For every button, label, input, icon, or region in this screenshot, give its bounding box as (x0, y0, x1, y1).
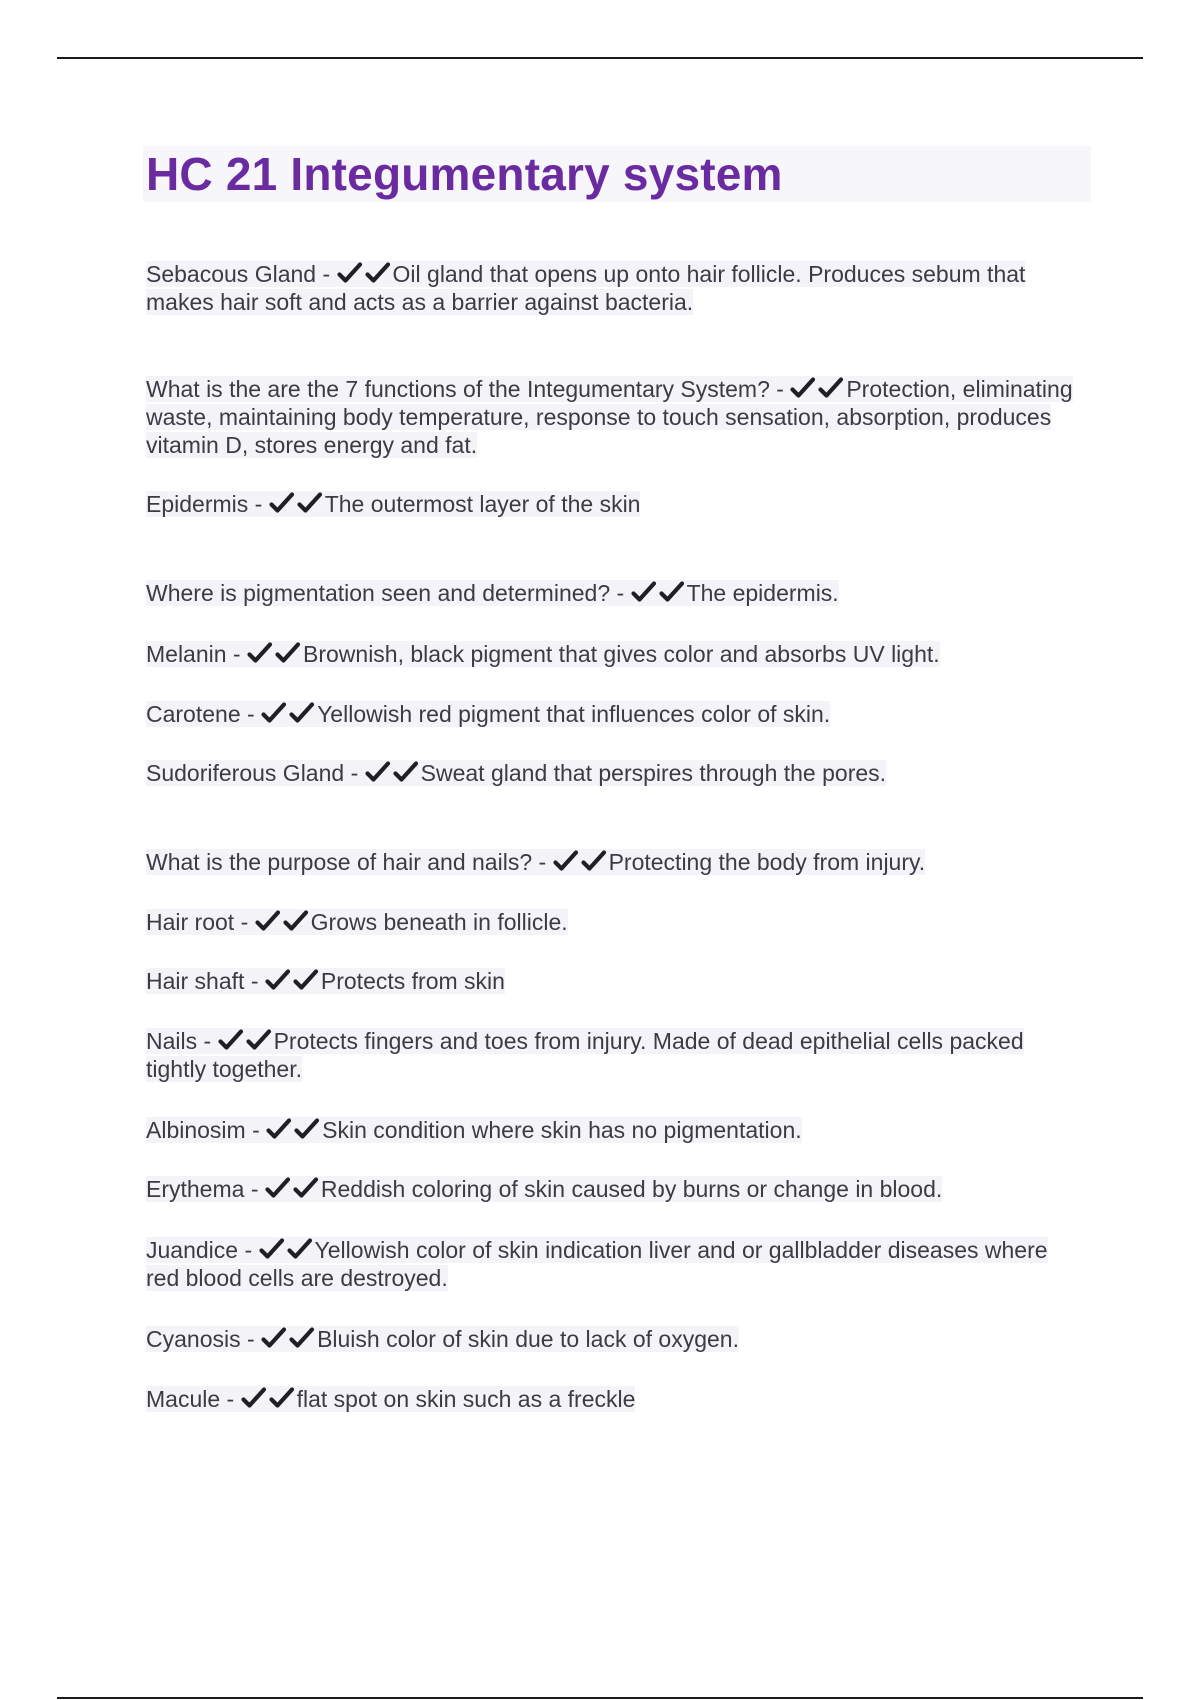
page-title: HC 21 Integumentary system (146, 148, 783, 200)
entry-term: Hair root (146, 909, 235, 935)
check-mark-icon (269, 1386, 297, 1410)
check-mark-icon (553, 849, 581, 873)
entry-definition: Protecting the body from injury. (608, 849, 926, 875)
entry-term: Macule (146, 1386, 221, 1412)
entry-definition: Sweat gland that perspires through the pores. (420, 760, 887, 786)
entry-definition: Grows beneath in follicle. (310, 909, 568, 935)
entry-term: Epidermis (146, 491, 249, 517)
entry-term: Albinosim (146, 1117, 246, 1143)
check-mark-icon (365, 261, 393, 285)
check-mark-icon (266, 1117, 294, 1141)
check-mark-icon (365, 760, 393, 784)
check-mark-icon (265, 1176, 293, 1200)
list-item: Macule - flat spot on skin such as a freckle (146, 1386, 636, 1412)
entry-term: Sudoriferous Gland (146, 760, 345, 786)
entry-definition: Yellowish color of skin indication liver and or gallbladder diseases where red blood cells are destroyed. (146, 1237, 1048, 1291)
check-mark-icon (218, 1028, 246, 1052)
check-mark-icon (246, 1028, 274, 1052)
list-item: Melanin - Brownish, black pigment that gives color and absorbs UV light. (146, 641, 940, 667)
list-item: Hair shaft - Protects from skin (146, 968, 505, 994)
entry-definition: flat spot on skin such as a freckle (296, 1386, 636, 1412)
check-mark-icon (261, 701, 289, 725)
list-item: What is the are the 7 functions of the Integumentary System? - Protection, eliminating waste, maintaining body temperature, response to touch sensation, absorption, produces vitamin D, stores energy and fat. (146, 376, 1073, 458)
entry-term: Hair shaft (146, 968, 245, 994)
check-mark-icon (259, 1237, 287, 1261)
page-bottom-rule (57, 1697, 1143, 1699)
entry-definition: Protects from skin (320, 968, 505, 994)
check-mark-icon (293, 1176, 321, 1200)
check-mark-icon (269, 491, 297, 515)
entry-definition: Reddish coloring of skin caused by burns or change in blood. (320, 1176, 943, 1202)
entry-definition: The epidermis. (686, 580, 839, 606)
entry-definition: The outermost layer of the skin (324, 491, 641, 517)
check-mark-icon (293, 968, 321, 992)
check-mark-icon (283, 909, 311, 933)
check-mark-icon (241, 1386, 269, 1410)
check-mark-icon (337, 261, 365, 285)
list-item: Cyanosis - Bluish color of skin due to lack of oxygen. (146, 1326, 739, 1352)
check-mark-icon (581, 849, 609, 873)
entry-term: Juandice (146, 1237, 239, 1263)
list-item: Carotene - Yellowish red pigment that influences color of skin. (146, 701, 831, 727)
list-item: Albinosim - Skin condition where skin has no pigmentation. (146, 1117, 802, 1143)
list-item: Hair root - Grows beneath in follicle. (146, 909, 568, 935)
check-mark-icon (631, 580, 659, 604)
check-mark-icon (289, 701, 317, 725)
check-mark-icon (659, 580, 687, 604)
check-mark-icon (818, 376, 846, 400)
entry-definition: Skin condition where skin has no pigmentation. (322, 1117, 802, 1143)
list-item: Sebacous Gland - Oil gland that opens up onto hair follicle. Produces sebum that makes hair soft and acts as a barrier against bacteria. (146, 261, 1026, 315)
list-item: What is the purpose of hair and nails? - Protecting the body from injury. (146, 849, 926, 875)
entry-definition: Protection, eliminating waste, maintaining body temperature, response to touch sensation, absorption, produces vitamin D, stores energy and fat. (146, 376, 1073, 458)
entry-term: Melanin (146, 641, 227, 667)
entry-definition: Protects fingers and toes from injury. Made of dead epithelial cells packed tightly together. (146, 1028, 1024, 1082)
entry-term: Cyanosis (146, 1326, 241, 1352)
entry-definition: Bluish color of skin due to lack of oxygen. (317, 1326, 739, 1352)
check-mark-icon (393, 760, 421, 784)
check-mark-icon (790, 376, 818, 400)
list-item: Sudoriferous Gland - Sweat gland that perspires through the pores. (146, 760, 887, 786)
entry-term: What is the purpose of hair and nails? (146, 849, 533, 875)
check-mark-icon (275, 641, 303, 665)
list-item: Epidermis - The outermost layer of the skin (146, 491, 641, 517)
entry-definition: Brownish, black pigment that gives color and absorbs UV light. (303, 641, 940, 667)
entry-definition: Yellowish red pigment that influences color of skin. (317, 701, 831, 727)
page-top-rule (57, 57, 1143, 59)
entry-term: What is the are the 7 functions of the Integumentary System? (146, 376, 770, 402)
check-mark-icon (294, 1117, 322, 1141)
entry-definition: Oil gland that opens up onto hair follicle. Produces sebum that makes hair soft and acts as a barrier against bacteria. (146, 261, 1026, 315)
entry-term: Carotene (146, 701, 241, 727)
check-mark-icon (247, 641, 275, 665)
list-item: Where is pigmentation seen and determined? - The epidermis. (146, 580, 839, 606)
list-item: Erythema - Reddish coloring of skin caused by burns or change in blood. (146, 1176, 943, 1202)
check-mark-icon (287, 1237, 315, 1261)
entry-term: Sebacous Gland (146, 261, 317, 287)
check-mark-icon (261, 1326, 289, 1350)
list-item: Juandice - Yellowish color of skin indication liver and or gallbladder diseases where red blood cells are destroyed. (146, 1237, 1048, 1291)
entry-term: Nails (146, 1028, 198, 1054)
entry-term: Erythema (146, 1176, 245, 1202)
list-item: Nails - Protects fingers and toes from injury. Made of dead epithelial cells packed tightly together. (146, 1028, 1024, 1082)
check-mark-icon (297, 491, 325, 515)
entry-term: Where is pigmentation seen and determined? (146, 580, 611, 606)
check-mark-icon (265, 968, 293, 992)
check-mark-icon (289, 1326, 317, 1350)
check-mark-icon (255, 909, 283, 933)
